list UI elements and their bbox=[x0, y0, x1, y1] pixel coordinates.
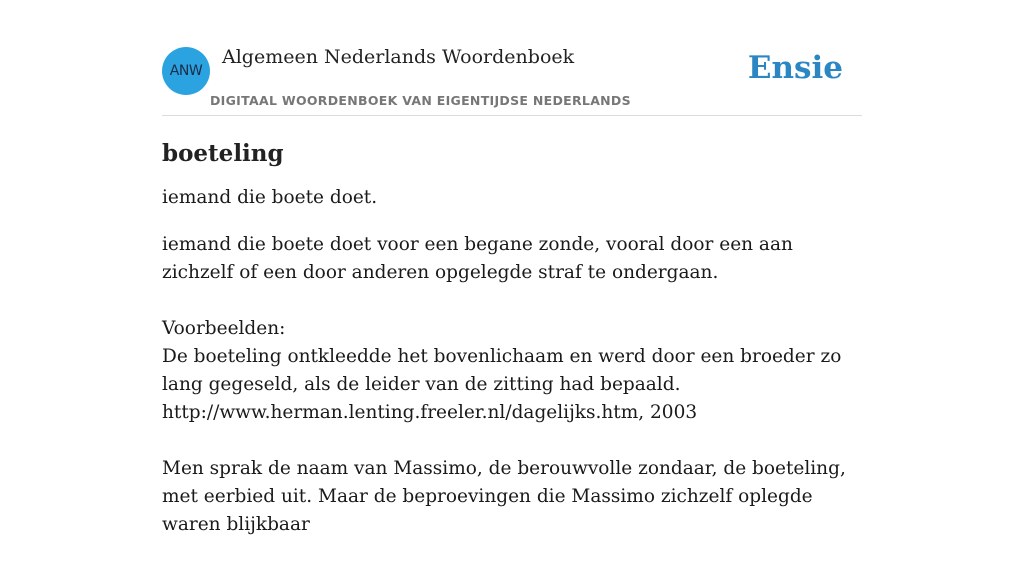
anw-logo[interactable]: ANW bbox=[162, 47, 210, 95]
example-item bbox=[162, 455, 862, 539]
ensie-brand-logo[interactable]: Ensie bbox=[747, 50, 843, 86]
example-source: http://www.herman.lenting.freeler.nl/dagelijks.htm, 2003 bbox=[162, 402, 698, 423]
long-definition: iemand die boete doet voor een begane zonde, vooral door een aan zichzelf of een door anderen opgelegde straf te ondergaan. bbox=[162, 234, 793, 283]
example-quote: De boeteling ontkleedde het bovenlichaam en werd door een broeder zo lang gegeseld, als de leider van de zitting had bepaald. bbox=[162, 346, 842, 395]
example-quote: Men sprak de naam van Massimo, de berouwvolle zondaar, de boeteling, met eerbied uit. Maar de beproevingen die Massimo zichzelf oplegde waren blijkbaar bbox=[162, 458, 846, 535]
examples-label: Voorbeelden: bbox=[162, 318, 286, 339]
site-title[interactable]: Algemeen Nederlands Woordenboek bbox=[222, 46, 575, 68]
site-subtitle: DIGITAAL WOORDENBOEK VAN EIGENTIJDSE NEDERLANDS bbox=[210, 93, 631, 108]
short-definition: iemand die boete doet. bbox=[162, 187, 378, 208]
headword: boeteling bbox=[162, 140, 284, 167]
entry-content bbox=[162, 138, 862, 567]
example-item bbox=[162, 343, 862, 427]
header-divider bbox=[162, 115, 862, 116]
